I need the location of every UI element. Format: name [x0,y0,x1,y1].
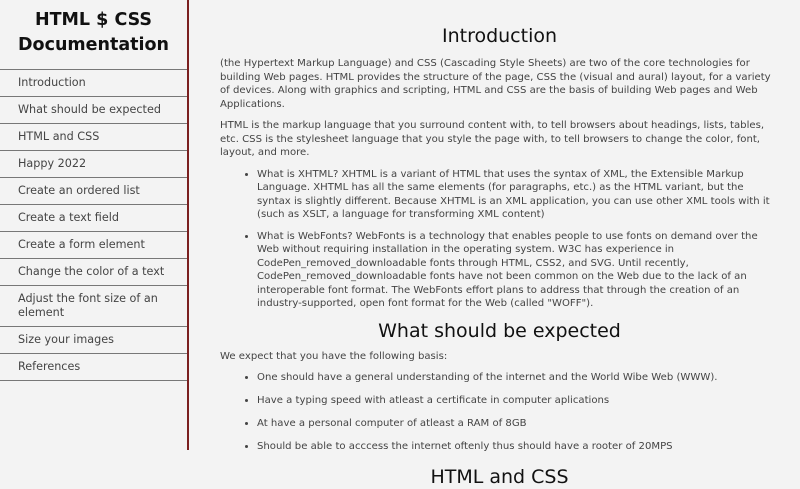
nav-link-create-ordered-list[interactable]: Create an ordered list [0,178,187,205]
section-what-should-be-expected [189,319,800,454]
section-heading: HTML and CSS [430,466,569,488]
nav-link-create-form-element[interactable]: Create a form element [0,232,187,259]
bullet-list [220,371,779,454]
list-item: • One should have a general understanding of the internet and the World Wibe Web (WWW). [257,371,779,385]
section-paragraph: We expect that you have the following basis: [220,350,448,362]
bullet-list [220,168,779,311]
section-introduction [189,0,800,311]
section-html-and-css [189,463,800,489]
nav-link-happy-2022[interactable]: Happy 2022 [0,151,187,178]
list-item: • What is WebFonts? WebFonts is a technology that enables people to use fonts on demand over the Web without requiring installation in the operating system. W3C has experience in CodePen_removed_downloadable fonts through HTML, CSS2, and SVG. Until recently, CodePen_removed_downloadable fonts have not been common on the Web due to the lack of an interoperable font format. The WebFonts effort plans to address that through the creation of an industry-supported, open font format for the Web (called "WOFF"). [257,230,779,311]
section-paragraph: (the Hypertext Markup Language) and CSS (Cascading Style Sheets) are two of the core technologies for building Web pages. HTML provides the structure of the page, CSS the (visual and aural) layout, for a variety of devices. Along with graphics and scripting, HTML and CSS are the basis of building Web pages and Web Applications. [220,58,771,110]
nav-link-introduction[interactable]: Introduction [0,70,187,97]
section-heading: What should be expected [378,319,621,342]
navbar [0,0,189,450]
nav-link-adjust-font-size[interactable]: Adjust the font size of an element [0,286,187,327]
nav-link-references[interactable]: References [0,354,187,381]
list-item: • At have a personal computer of atleast a RAM of 8GB [257,417,779,431]
list-item: • What is XHTML? XHTML is a variant of HTML that uses the syntax of XML, the Extensible Markup Language. XHTML has all the same elements (for paragraphs, etc.) as the HTML variant, but the syntax is slightly different. Because XHTML is an XML application, you can use other XML tools with it (such as XSLT, a language for transforming XML content) [257,168,779,222]
nav-link-change-text-color[interactable]: Change the color of a text [0,259,187,286]
section-heading: Introduction [441,25,558,47]
list-item: • Have a typing speed with atleast a certificate in computer aplications [257,394,779,408]
nav-link-html-and-css[interactable]: HTML and CSS [0,124,187,151]
nav-link-create-text-field[interactable]: Create a text field [0,205,187,232]
nav-title: HTML $ CSS Documentation [0,0,187,70]
list-item: • Should be able to acccess the internet oftenly thus should have a rooter of 20MPS [257,440,779,454]
nav-link-size-images[interactable]: Size your images [0,327,187,354]
nav-link-what-should-be-expected[interactable]: What should be expected [0,97,187,124]
section-paragraph: HTML is the markup language that you surround content with, to tell browsers about headings, lists, tables, etc. CSS is the stylesheet language that you style the page with, to tell browsers to change the color, font, layout, and more. [220,120,765,158]
main-doc [189,0,800,488]
